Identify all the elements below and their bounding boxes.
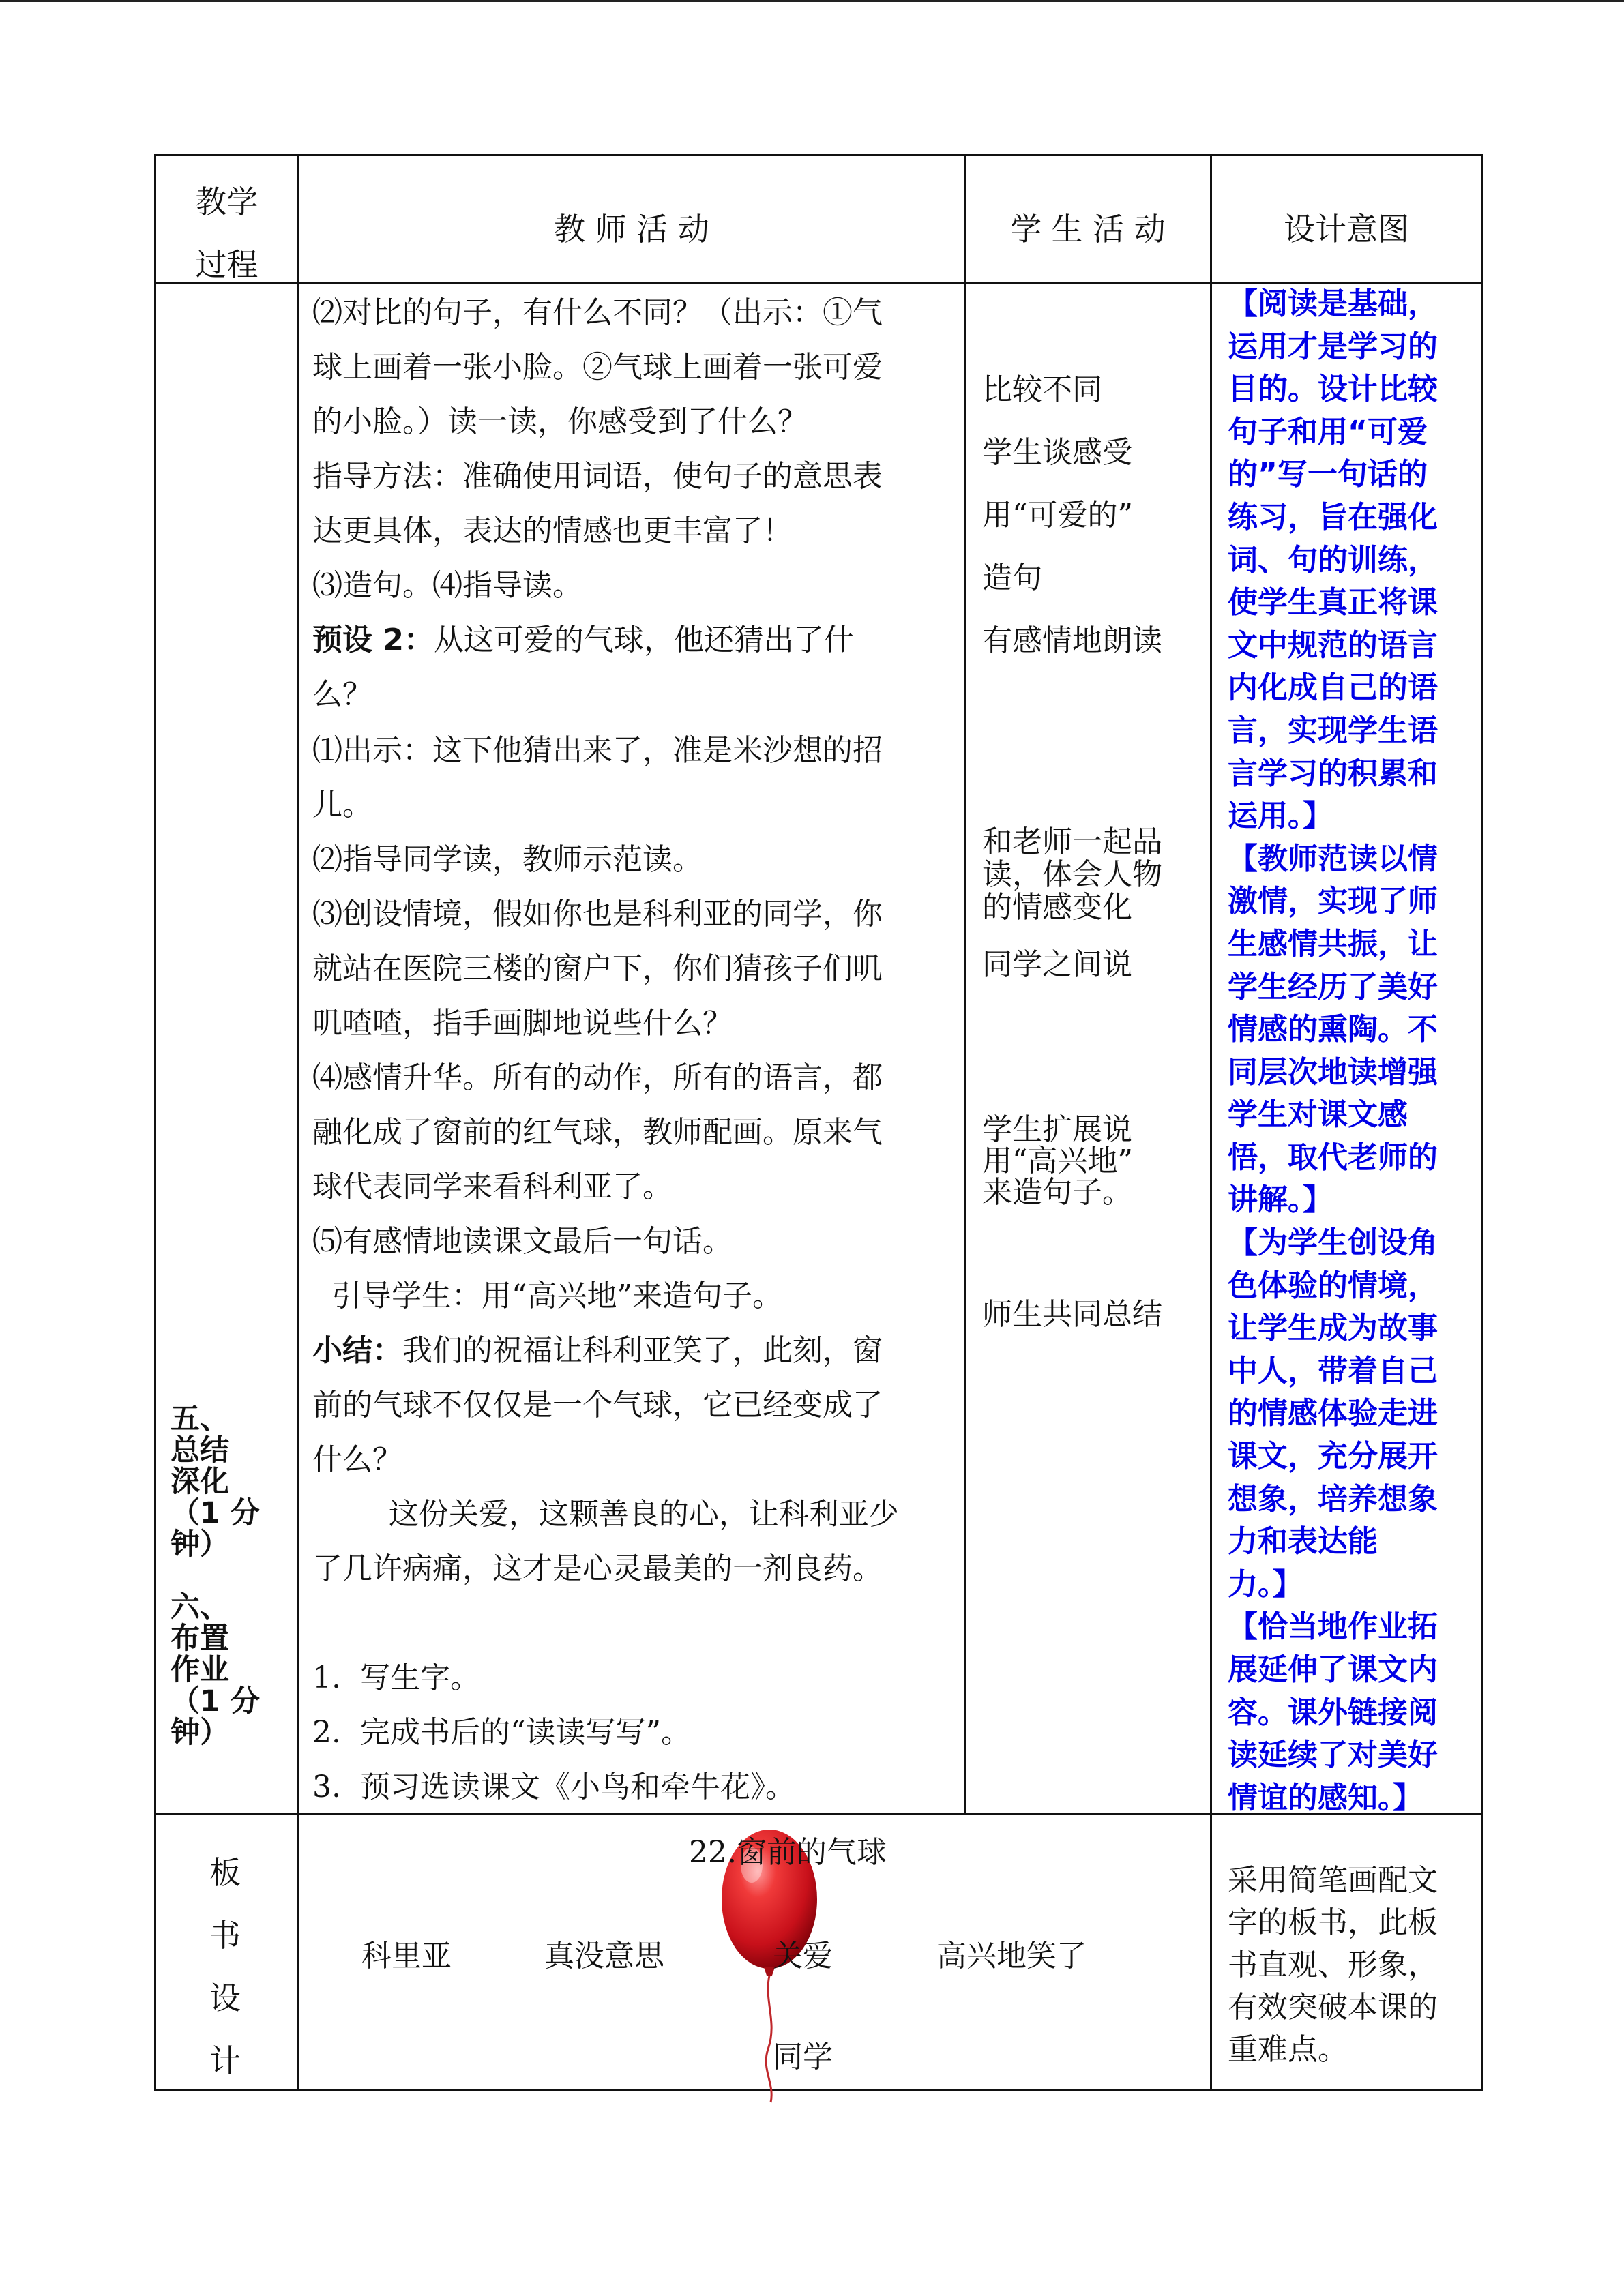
teacher-line: ⑶造句。⑷指导读。	[312, 568, 582, 603]
student-item: 来造句子。	[982, 1175, 1132, 1210]
teacher-line: 融化成了窗前的红气球，教师配画。原来气	[312, 1115, 883, 1150]
teacher-line: 的小脸。）读一读，你感受到了什么？	[312, 404, 808, 439]
col-line-2	[964, 154, 966, 1815]
header-process	[156, 170, 297, 296]
teacher-line: ⑸有感情地读课文最后一句话。	[312, 1224, 733, 1259]
teacher-line: 指导方法：准确使用词语，使句子的意思表	[312, 459, 883, 494]
student-item: 有感情地朗读	[982, 623, 1162, 658]
col-line-4	[1481, 154, 1483, 2091]
teacher-line: 叽喳喳，指手画脚地说些什么？	[312, 1006, 733, 1041]
teacher-line: ⑴出示：这下他猜出来了，准是米沙想的招	[312, 733, 883, 768]
teacher-line: 就站在医院三楼的窗户下，你们猜孩子们叽	[312, 951, 883, 986]
teacher-line: 达更具体，表达的情感也更丰富了！	[312, 513, 793, 548]
board-word-koliya: 科里亚	[361, 1939, 452, 1973]
col-line-0	[154, 154, 156, 2091]
header-process-line1: 教学	[195, 183, 259, 220]
summary-line: 前的气球不仅仅是一个气球，它已经变成了	[312, 1388, 883, 1422]
summary-line	[312, 1324, 883, 1378]
header-teacher: 教 师 活 动	[554, 211, 709, 248]
student-item: 造句	[982, 561, 1042, 595]
board-word-smile: 高兴地笑了	[936, 1939, 1087, 1973]
homework-item: 3. 预习选读课文《小鸟和牵牛花》。	[312, 1770, 795, 1804]
board-label-2: 书	[209, 1917, 241, 1954]
student-item: 学生谈感受	[982, 435, 1132, 470]
header-student: 学 生 活 动	[1010, 211, 1166, 248]
board-label-1: 板	[209, 1854, 241, 1891]
summary-line: 这份关爱，这颗善良的心，让科利亚少	[312, 1497, 899, 1532]
board-word-boring: 真没意思	[544, 1939, 664, 1973]
teacher-line: ⑵指导同学读，教师示范读。	[312, 842, 703, 877]
student-item: 读，体会人物	[982, 857, 1162, 892]
design-intent: 【阅读是基础， 运用才是学习的 目的。设计比较 句子和用“可爱 的”写一句话的 练习，旨在强化 词、句的训练， 使学生真正将课 文中规范的语言 内化成自己的语 言，实现学生语 言学习的积累和 运用。】 【教师范读以情 激情，实现了师 生感情共振，让 学生经历了美好 情感的熏陶。不 同层次地读增强 学生对课文感 悟，取代老师的 讲解。】 【为学生创设角 色体验的情境， 让学生成为故事 中人，带着自己 的情感体验走进 课文，充分展开 想象，培养想象 力和表达能 力。】 【恰当地作业拓 展延伸了课文内 容。课外链接阅 读延续了对美好 情谊的感知。】	[1228, 286, 1438, 1815]
table-top-line	[154, 154, 1483, 156]
teacher-line: 球上画着一张小脸。②气球上画着一张可爱	[312, 350, 883, 385]
teacher-line: ⑵对比的句子，有什么不同？（出示：①气	[312, 295, 883, 330]
homework-item: 2. 完成书后的“读读写写”。	[312, 1715, 691, 1750]
summary-line: 什么？	[312, 1442, 402, 1477]
summary-label: 小结：	[312, 1333, 402, 1368]
student-item: 和老师一起品	[982, 824, 1162, 859]
header-design: 设计意图	[1284, 211, 1409, 248]
board-design-intent: 采用简笔画配文字的板书，此板书直观、形象，有效突破本课的重难点。	[1228, 1863, 1438, 2067]
page-top-border	[0, 0, 1624, 2]
board-word-care: 关爱	[773, 1939, 833, 1973]
header-process-line2: 过程	[195, 246, 259, 283]
board-word-classmates: 同学	[773, 2040, 833, 2074]
student-item: 的情感变化	[982, 890, 1132, 925]
preset2-text: 从这可爱的气球，他还猜出了什	[433, 623, 854, 657]
student-item: 比较不同	[982, 372, 1102, 407]
student-item: 学生扩展说	[982, 1112, 1132, 1147]
process-stages: 五、 总结 深化 （1 分 钟） 六、 布置 作业 （1 分 钟）	[171, 1402, 260, 1750]
teacher-line: 球代表同学来看科利亚了。	[312, 1169, 673, 1204]
board-label-4: 计	[209, 2042, 241, 2079]
balloon-string	[766, 1976, 771, 2102]
teacher-line: 引导学生：用“高兴地”来造句子。	[312, 1279, 782, 1313]
summary-line: 了几许病痛，这才是心灵最美的一剂良药。	[312, 1551, 883, 1586]
teacher-line: 儿。	[312, 788, 372, 822]
board-label-3: 设	[209, 1980, 241, 2016]
col-line-1	[297, 154, 299, 2091]
student-item: 用“可爱的”	[982, 498, 1133, 533]
board-title: 22.窗前的气球	[689, 1835, 887, 1870]
preset2-line	[312, 613, 854, 668]
col-line-3	[1210, 154, 1212, 2091]
student-item: 用“高兴地”	[982, 1144, 1133, 1178]
homework-item: 1. 写生字。	[312, 1660, 480, 1695]
student-item: 师生共同总结	[982, 1297, 1162, 1332]
summary-text: 我们的祝福让科利亚笑了，此刻，窗	[402, 1333, 883, 1368]
student-item: 同学之间说	[982, 947, 1132, 982]
preset2-line-2: 么？	[312, 677, 372, 712]
teacher-line: ⑷感情升华。所有的动作，所有的语言，都	[312, 1060, 883, 1095]
preset2-label: 预设 2：	[312, 623, 434, 657]
teacher-line: ⑶创设情境，假如你也是科利亚的同学，你	[312, 897, 883, 931]
